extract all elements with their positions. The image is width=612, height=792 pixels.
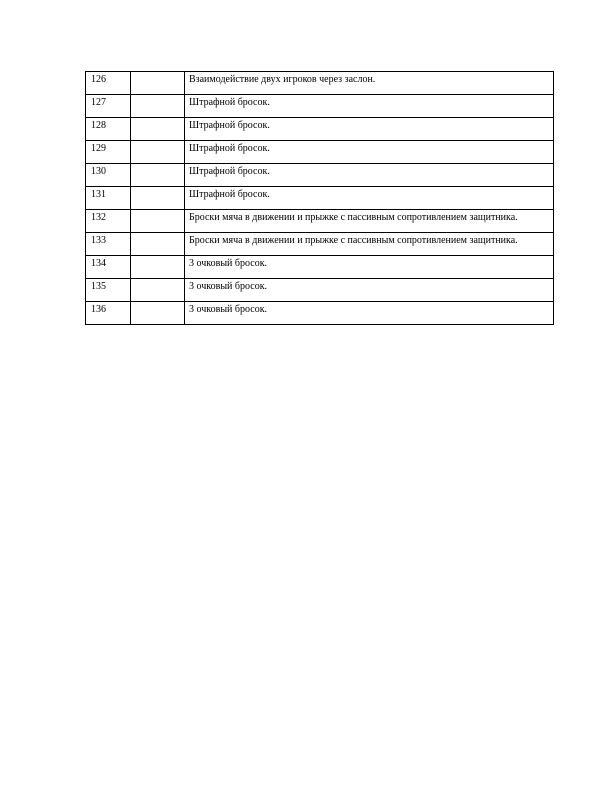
lesson-topic-cell: Штрафной бросок.	[185, 187, 554, 210]
table-row	[86, 302, 554, 325]
lesson-date-cell	[131, 118, 185, 141]
lesson-date-cell	[131, 210, 185, 233]
table-row	[86, 210, 554, 233]
lesson-date-cell	[131, 72, 185, 95]
lesson-date-cell	[131, 279, 185, 302]
lesson-topic-cell: Штрафной бросок.	[185, 164, 554, 187]
lesson-topic-cell: Штрафной бросок.	[185, 95, 554, 118]
lesson-number-cell: 134	[86, 256, 131, 279]
table-row	[86, 187, 554, 210]
table-row	[86, 141, 554, 164]
lesson-plan-table-body	[86, 72, 554, 325]
lesson-number-cell: 128	[86, 118, 131, 141]
table-row	[86, 72, 554, 95]
lesson-date-cell	[131, 256, 185, 279]
lesson-number-cell: 127	[86, 95, 131, 118]
lesson-topic-cell: Штрафной бросок.	[185, 141, 554, 164]
lesson-topic-cell: 3 очковый бросок.	[185, 256, 554, 279]
lesson-topic-cell: Штрафной бросок.	[185, 118, 554, 141]
lesson-number-cell: 135	[86, 279, 131, 302]
lesson-topic-cell: Броски мяча в движении и прыжке с пассивным сопротивлением защитника.	[185, 210, 554, 233]
lesson-date-cell	[131, 187, 185, 210]
lesson-number-cell: 129	[86, 141, 131, 164]
lesson-topic-cell: Броски мяча в движении и прыжке с пассивным сопротивлением защитника.	[185, 233, 554, 256]
table-row	[86, 118, 554, 141]
lesson-date-cell	[131, 233, 185, 256]
lesson-number-cell: 133	[86, 233, 131, 256]
lesson-number-cell: 126	[86, 72, 131, 95]
lesson-number-cell: 131	[86, 187, 131, 210]
table-row	[86, 256, 554, 279]
table-row	[86, 279, 554, 302]
table-row	[86, 95, 554, 118]
lesson-topic-cell: Взаимодействие двух игроков через заслон.	[185, 72, 554, 95]
table-row	[86, 233, 554, 256]
lesson-date-cell	[131, 95, 185, 118]
lesson-number-cell: 130	[86, 164, 131, 187]
lesson-date-cell	[131, 141, 185, 164]
lesson-topic-cell: 3 очковый бросок.	[185, 279, 554, 302]
lesson-number-cell: 132	[86, 210, 131, 233]
table-row	[86, 164, 554, 187]
lesson-number-cell: 136	[86, 302, 131, 325]
lesson-topic-cell: 3 очковый бросок.	[185, 302, 554, 325]
lesson-date-cell	[131, 164, 185, 187]
lesson-plan-table	[85, 71, 554, 325]
lesson-date-cell	[131, 302, 185, 325]
